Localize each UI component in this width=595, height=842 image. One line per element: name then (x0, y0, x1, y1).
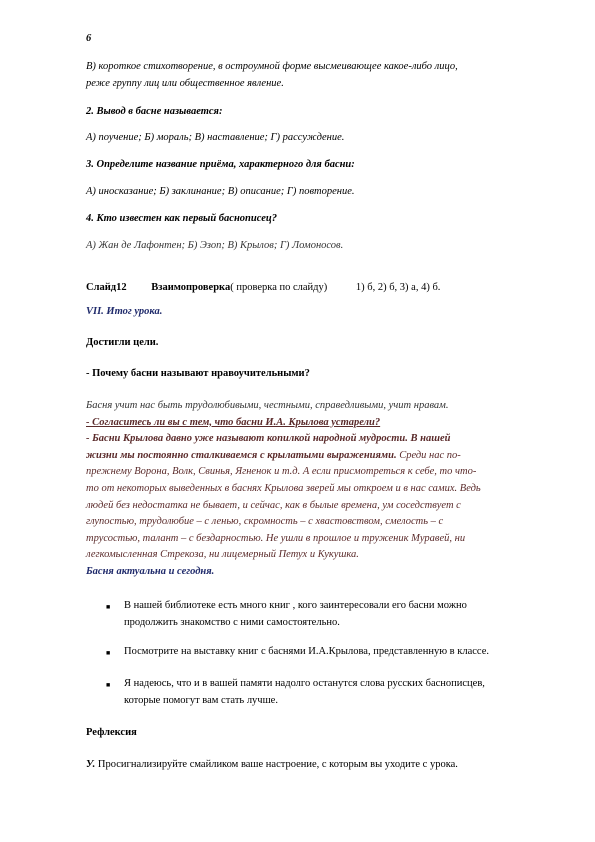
answer-paragraph (86, 398, 526, 581)
bullet-item-2 (124, 644, 524, 661)
bullet-item-3 (124, 676, 524, 709)
bullet-line: Я надеюсь, что и в вашей памяти надолго останутся слова русских баснописцев, (124, 678, 485, 689)
paragraph-line: прежнему Ворона, Волк, Свинья, Ягненок и т.д. А если присмотреться к себе, то что- (86, 466, 477, 478)
goal-text: Достигли цели. (86, 337, 159, 348)
bullet-line: Посмотрите на выставку книг с баснями И.А.Крылова, представленную в классе. (124, 646, 489, 657)
paragraph-line: - Басни Крылова давно уже называют копилкой народной мудрости. В нашей (86, 433, 451, 445)
paragraph-conclusion: Басня актуальна и сегодня. (86, 565, 215, 577)
paragraph-fragment: Среди нас по- (396, 449, 461, 461)
q4-question: 4. Кто известен как первый баснописец? (86, 213, 277, 224)
q1-option-v-line-1: В) короткое стихотворение, в остроумной форме высмеивающее какое-либо лицо, (86, 61, 458, 72)
section-vii-heading: VII. Итог урока. (86, 306, 163, 317)
q3-options: А) иносказание; Б) заклинание; В) описание; Г) повторение. (86, 186, 355, 197)
paragraph-question: - Согласитесь ли вы с тем, что басни И.А. Крылова устарели? (86, 416, 381, 428)
bullet-item-1 (124, 598, 524, 631)
bullet-marker: ■ (106, 681, 111, 689)
reflection-heading: Рефлексия (86, 727, 137, 738)
paragraph-line: глупостью, трудолюбие – с ленью, скромность – с хвастовством, смелость – с (86, 516, 444, 528)
bullet-line: продолжить знакомство с ними самостоятельно. (124, 616, 340, 628)
slide-label: Слайд12 (86, 282, 127, 293)
q2-options: А) поучение; Б) мораль; В) наставление; Г) рассуждение. (86, 132, 345, 143)
paragraph-line: Басня учит нас быть трудолюбивыми, честными, справедливыми, учит нравам. (86, 400, 449, 411)
teacher-label: У. (86, 759, 96, 770)
final-text: Просигнализируйте смайликом ваше настроение, с которым вы уходите с урока. (95, 759, 458, 770)
final-instruction (86, 758, 458, 771)
paragraph-bold-fragment: жизни мы постоянно сталкиваемся с крылатыми выражениями. (86, 449, 397, 461)
paragraph-line: легкомысленная Стрекоза, ни лицемерный Петух и Кукушка. (86, 549, 359, 561)
q4-options: А) Жан де Лафонтен; Б) Эзоп; В) Крылов; Г) Ломоносов. (86, 240, 344, 251)
paragraph-line: людей без недостатка не бывает, и сейчас, как в былые времена, ум соседствует с (86, 499, 461, 511)
q1-option-v-line-2: реже группу лиц или общественное явление. (86, 78, 284, 89)
bullet-marker: ■ (106, 649, 111, 657)
why-question: - Почему басни называют нравоучительными? (86, 368, 310, 379)
bullet-line: В нашей библиотеке есть много книг , кого заинтересовали его басни можно (124, 600, 467, 611)
bullet-line: которые помогут вам стать лучше. (124, 694, 278, 706)
q3-question: 3. Определите название приёма, характерного для басни: (86, 159, 355, 170)
slide-note: ( проверка по слайду) (230, 282, 328, 293)
bullet-marker: ■ (106, 603, 111, 611)
paragraph-line (86, 448, 526, 465)
paragraph-line: то от некоторых выведенных в баснях Крылова зверей мы откроем и в нас самих. Ведь (86, 482, 481, 494)
slide-title: Взаимопроверка (151, 282, 231, 293)
page-number: 6 (86, 33, 92, 44)
paragraph-line: трусостью, талант – с бездарностью. Не ушли в прошлое и труженик Муравей, ни (86, 532, 466, 544)
q2-question: 2. Вывод в басне называется: (86, 106, 223, 117)
slide-row (86, 281, 440, 294)
slide-answers: 1) б, 2) б, 3) а, 4) б. (355, 282, 441, 293)
